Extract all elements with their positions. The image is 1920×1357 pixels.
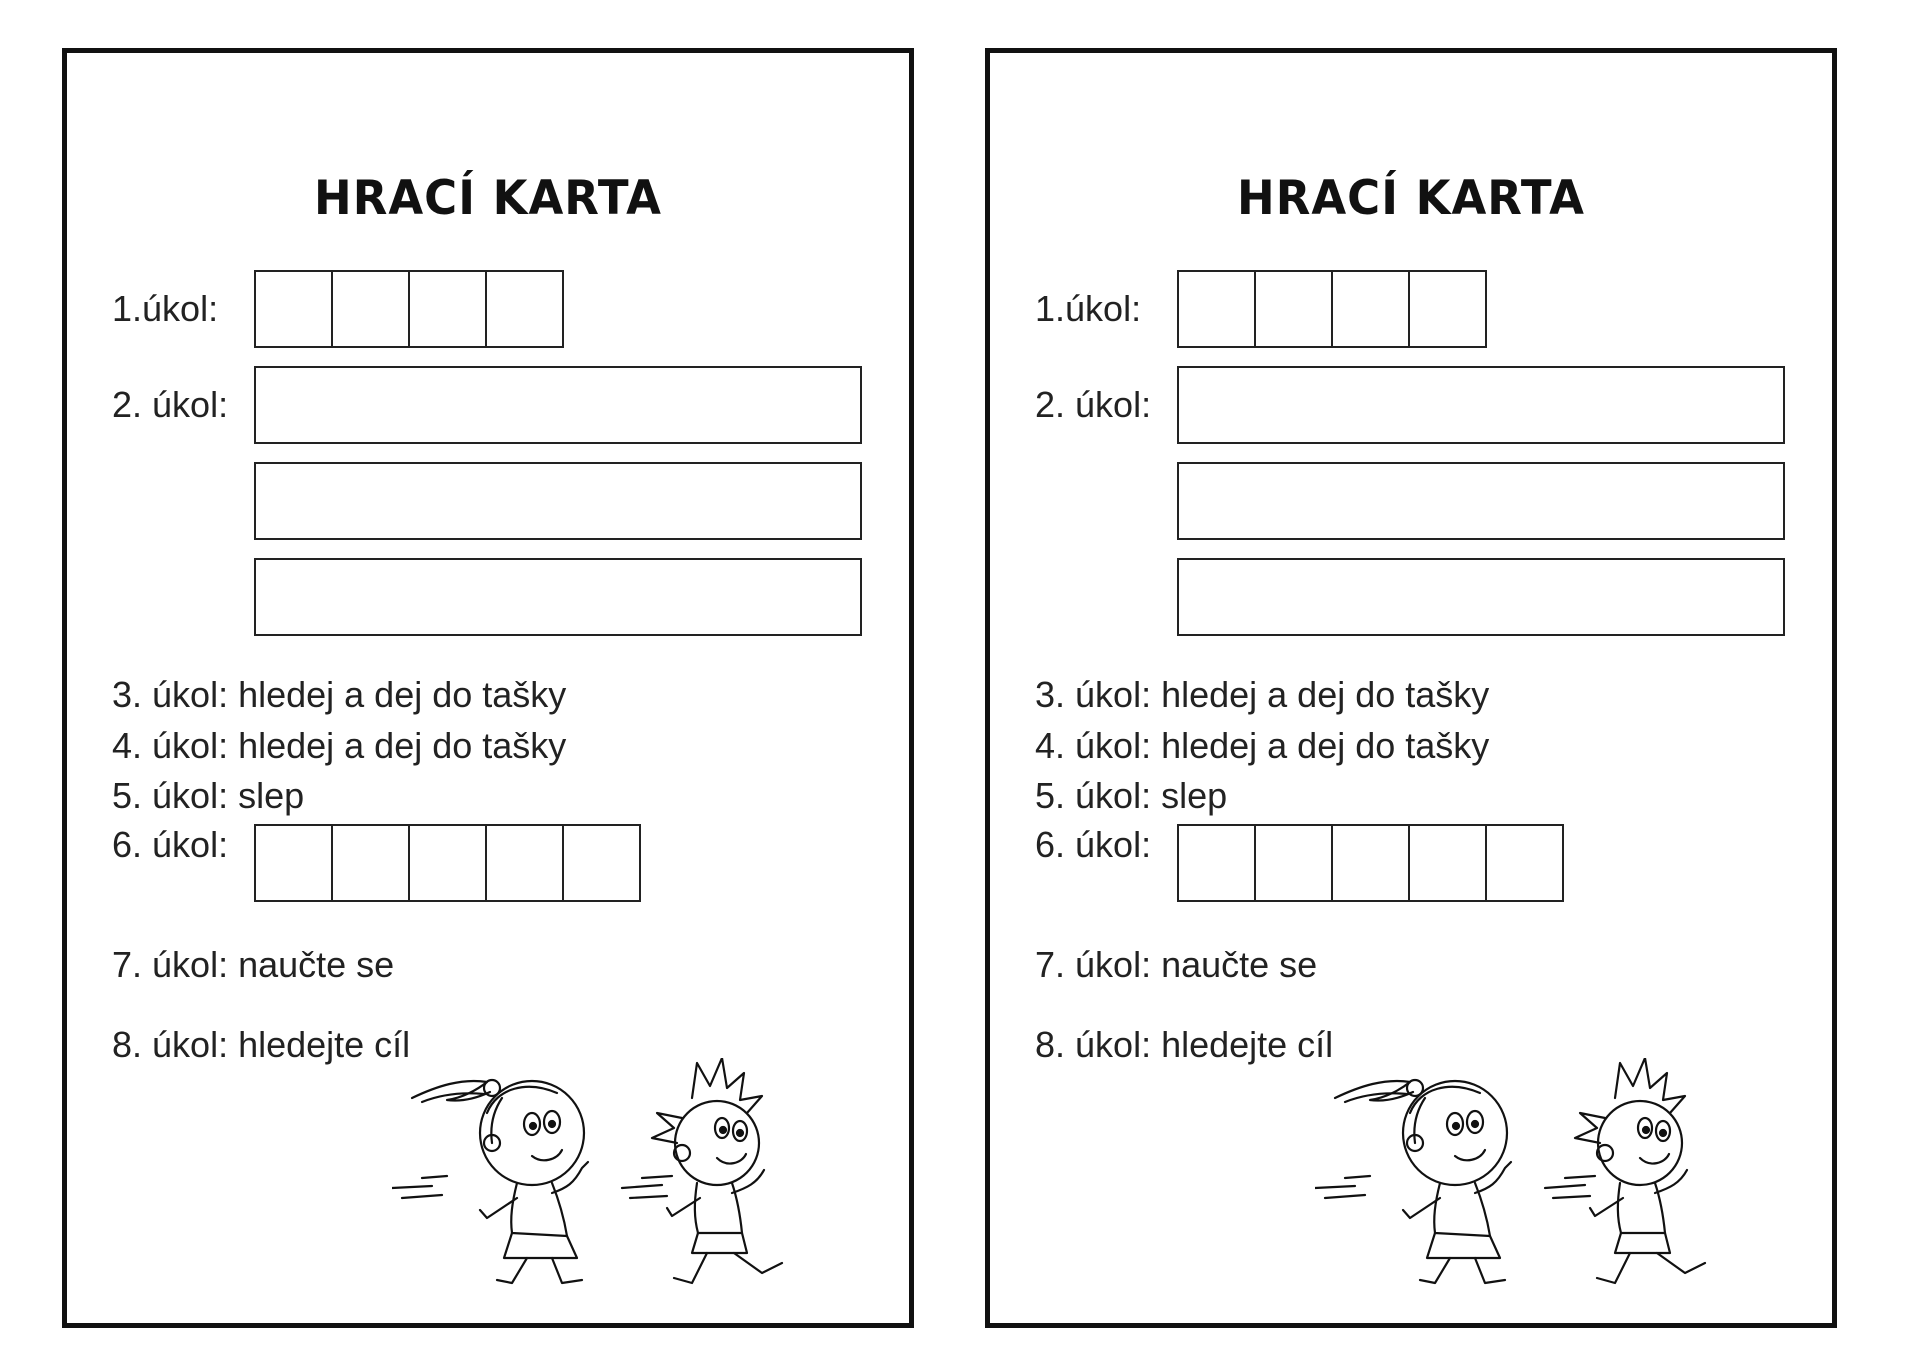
task1-answer-box[interactable] [254, 270, 333, 348]
game-card-left [62, 48, 914, 1328]
task1-answer-box[interactable] [1254, 270, 1333, 348]
task6-answer-box[interactable] [1254, 824, 1333, 902]
task4-text: 4. úkol: hledej a dej do tašky [112, 725, 567, 766]
task2-answer-line[interactable] [1177, 558, 1785, 636]
task7-text: 7. úkol: naučte se [112, 944, 395, 985]
task2-label: 2. úkol: [1035, 384, 1152, 425]
task5-text: 5. úkol: slep [112, 775, 305, 816]
running-children-icon [392, 1058, 872, 1308]
running-boy-icon [1545, 1058, 1705, 1283]
task6-answer-box[interactable] [331, 824, 410, 902]
game-card-right [985, 48, 1837, 1328]
task6-answer-box[interactable] [408, 824, 487, 902]
task6-label: 6. úkol: [1035, 824, 1152, 865]
running-girl-icon [392, 1080, 588, 1283]
task3-text: 3. úkol: hledej a dej do tašky [1035, 674, 1490, 715]
task6-answer-box[interactable] [254, 824, 333, 902]
task6-answer-box[interactable] [1485, 824, 1564, 902]
task8-text: 8. úkol: hledejte cíl [1035, 1024, 1334, 1065]
task6-answer-boxes [1177, 824, 1564, 902]
task2-answer-line[interactable] [254, 462, 862, 540]
card-title: HRACÍ KARTA [314, 169, 662, 226]
task3-text: 3. úkol: hledej a dej do tašky [112, 674, 567, 715]
task6-answer-box[interactable] [1408, 824, 1487, 902]
task2-label: 2. úkol: [112, 384, 229, 425]
task6-answer-boxes [254, 824, 641, 902]
task8-text: 8. úkol: hledejte cíl [112, 1024, 411, 1065]
task2-answer-line[interactable] [1177, 366, 1785, 444]
task6-answer-box[interactable] [485, 824, 564, 902]
running-girl-icon [1315, 1080, 1511, 1283]
task1-answer-boxes [254, 270, 564, 348]
task2-answer-line[interactable] [254, 558, 862, 636]
task2-answer-line[interactable] [254, 366, 862, 444]
task1-label: 1.úkol: [1035, 288, 1142, 329]
task5-text: 5. úkol: slep [1035, 775, 1228, 816]
task6-answer-box[interactable] [1331, 824, 1410, 902]
task1-answer-boxes [1177, 270, 1487, 348]
task2-answer-line[interactable] [1177, 462, 1785, 540]
task1-answer-box[interactable] [1408, 270, 1487, 348]
task1-label: 1.úkol: [112, 288, 219, 329]
task1-answer-box[interactable] [485, 270, 564, 348]
task1-answer-box[interactable] [408, 270, 487, 348]
task1-answer-box[interactable] [1331, 270, 1410, 348]
task6-label: 6. úkol: [112, 824, 229, 865]
task1-answer-box[interactable] [1177, 270, 1256, 348]
running-boy-icon [622, 1058, 782, 1283]
task4-text: 4. úkol: hledej a dej do tašky [1035, 725, 1490, 766]
task7-text: 7. úkol: naučte se [1035, 944, 1318, 985]
task1-answer-box[interactable] [331, 270, 410, 348]
card-title: HRACÍ KARTA [1237, 169, 1585, 226]
running-children-icon [1315, 1058, 1795, 1308]
task6-answer-box[interactable] [562, 824, 641, 902]
task6-answer-box[interactable] [1177, 824, 1256, 902]
